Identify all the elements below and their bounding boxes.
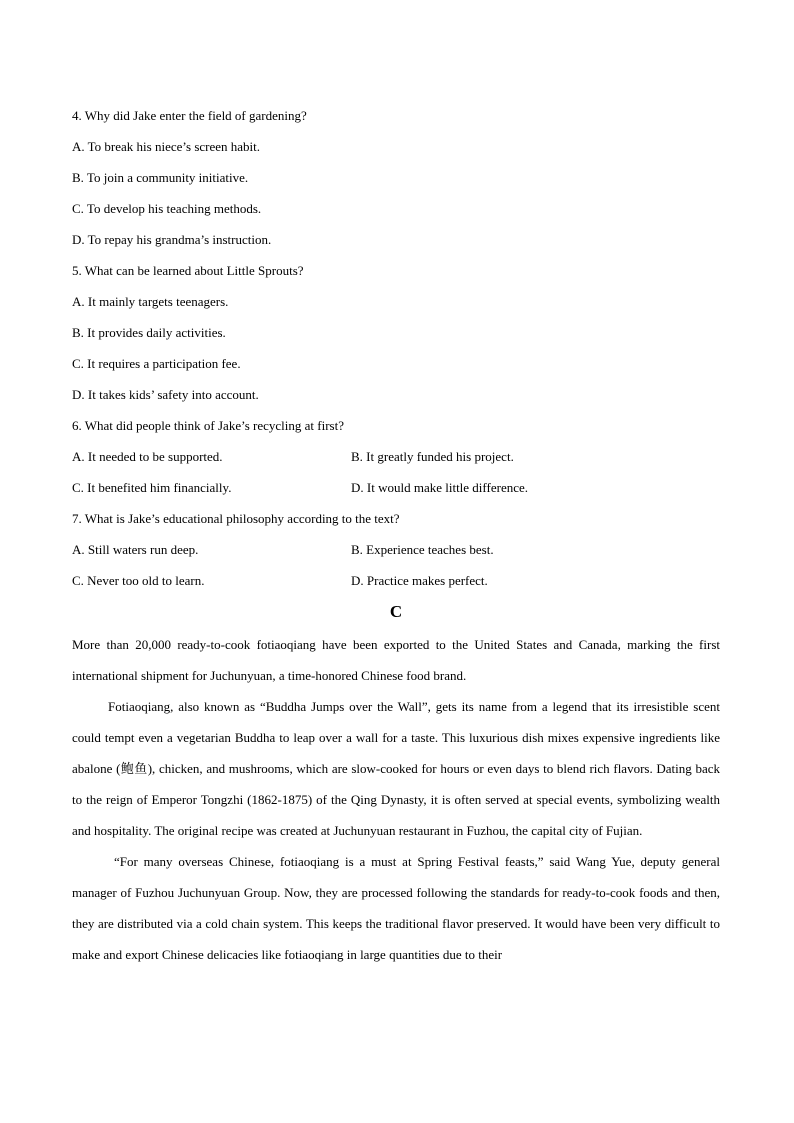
- document-page: [72, 100, 720, 970]
- question-7-options-row-1: [72, 534, 720, 565]
- passage-paragraph-3: “For many overseas Chinese, fotiaoqiang is a must at Spring Festival feasts,” said Wang Yue, deputy general manager of Fuzhou Juchunyuan Group. Now, they are processed following the standards for ready-to-cook foods and then, they are distributed via a cold chain system. This keeps the traditional flavor preserved. It would have been very difficult to make and export Chinese delicacies like fotiaoqiang in large quantities due to their: [72, 854, 720, 962]
- question-7-options-row-2: [72, 565, 720, 596]
- question-6-option-d: D. It would make little difference.: [351, 480, 529, 495]
- passage-paragraph-2: Fotiaoqiang, also known as “Buddha Jumps over the Wall”, gets its name from a legend that its irresistible scent could tempt even a vegetarian Buddha to leap over a wall for a taste. This luxurious dish mixes expensive ingredients like abalone (鲍鱼), chicken, and mushrooms, which are slow-cooked for hours or even days to blend rich flavors. Dating back to the reign of Emperor Tongzhi (1862-1875) of the Qing Dynasty, it is often served at special events, symbolizing wealth and hospitality. The original recipe was created at Juchunyuan restaurant in Fuzhou, the capital city of Fujian.: [72, 699, 720, 838]
- question-4-option-b: B. To join a community initiative.: [72, 170, 249, 185]
- section-title: C: [389, 602, 403, 621]
- question-7-stem: 7. What is Jake’s educational philosophy according to the text?: [72, 511, 400, 526]
- question-7-option-c: C. Never too old to learn.: [72, 573, 205, 588]
- question-4-stem: 4. Why did Jake enter the field of gardening?: [72, 108, 307, 123]
- question-7-option-b: B. Experience teaches best.: [351, 542, 494, 557]
- question-6-stem: 6. What did people think of Jake’s recycling at first?: [72, 418, 344, 433]
- question-4-option-d: D. To repay his grandma’s instruction.: [72, 232, 272, 247]
- passage-paragraph-1: More than 20,000 ready-to-cook fotiaoqiang have been exported to the United States and Canada, marking the first international shipment for Juchunyuan, a time-honored Chinese food brand.: [72, 637, 720, 683]
- question-7-option-a: A. Still waters run deep.: [72, 542, 199, 557]
- question-6-option-c: C. It benefited him financially.: [72, 480, 232, 495]
- question-5-option-d: D. It takes kids’ safety into account.: [72, 387, 259, 402]
- question-5-option-c: C. It requires a participation fee.: [72, 356, 241, 371]
- question-5-option-a: A. It mainly targets teenagers.: [72, 294, 229, 309]
- question-6-options-row-1: [72, 441, 720, 472]
- question-4-option-c: C. To develop his teaching methods.: [72, 201, 262, 216]
- question-7-option-d: D. Practice makes perfect.: [351, 573, 488, 588]
- question-6-option-a: A. It needed to be supported.: [72, 449, 223, 464]
- question-5-option-b: B. It provides daily activities.: [72, 325, 226, 340]
- passage-c: [72, 629, 720, 970]
- question-6-options-row-2: [72, 472, 720, 503]
- question-6-option-b: B. It greatly funded his project.: [351, 449, 514, 464]
- question-5-stem: 5. What can be learned about Little Sprouts?: [72, 263, 304, 278]
- question-4-option-a: A. To break his niece’s screen habit.: [72, 139, 261, 154]
